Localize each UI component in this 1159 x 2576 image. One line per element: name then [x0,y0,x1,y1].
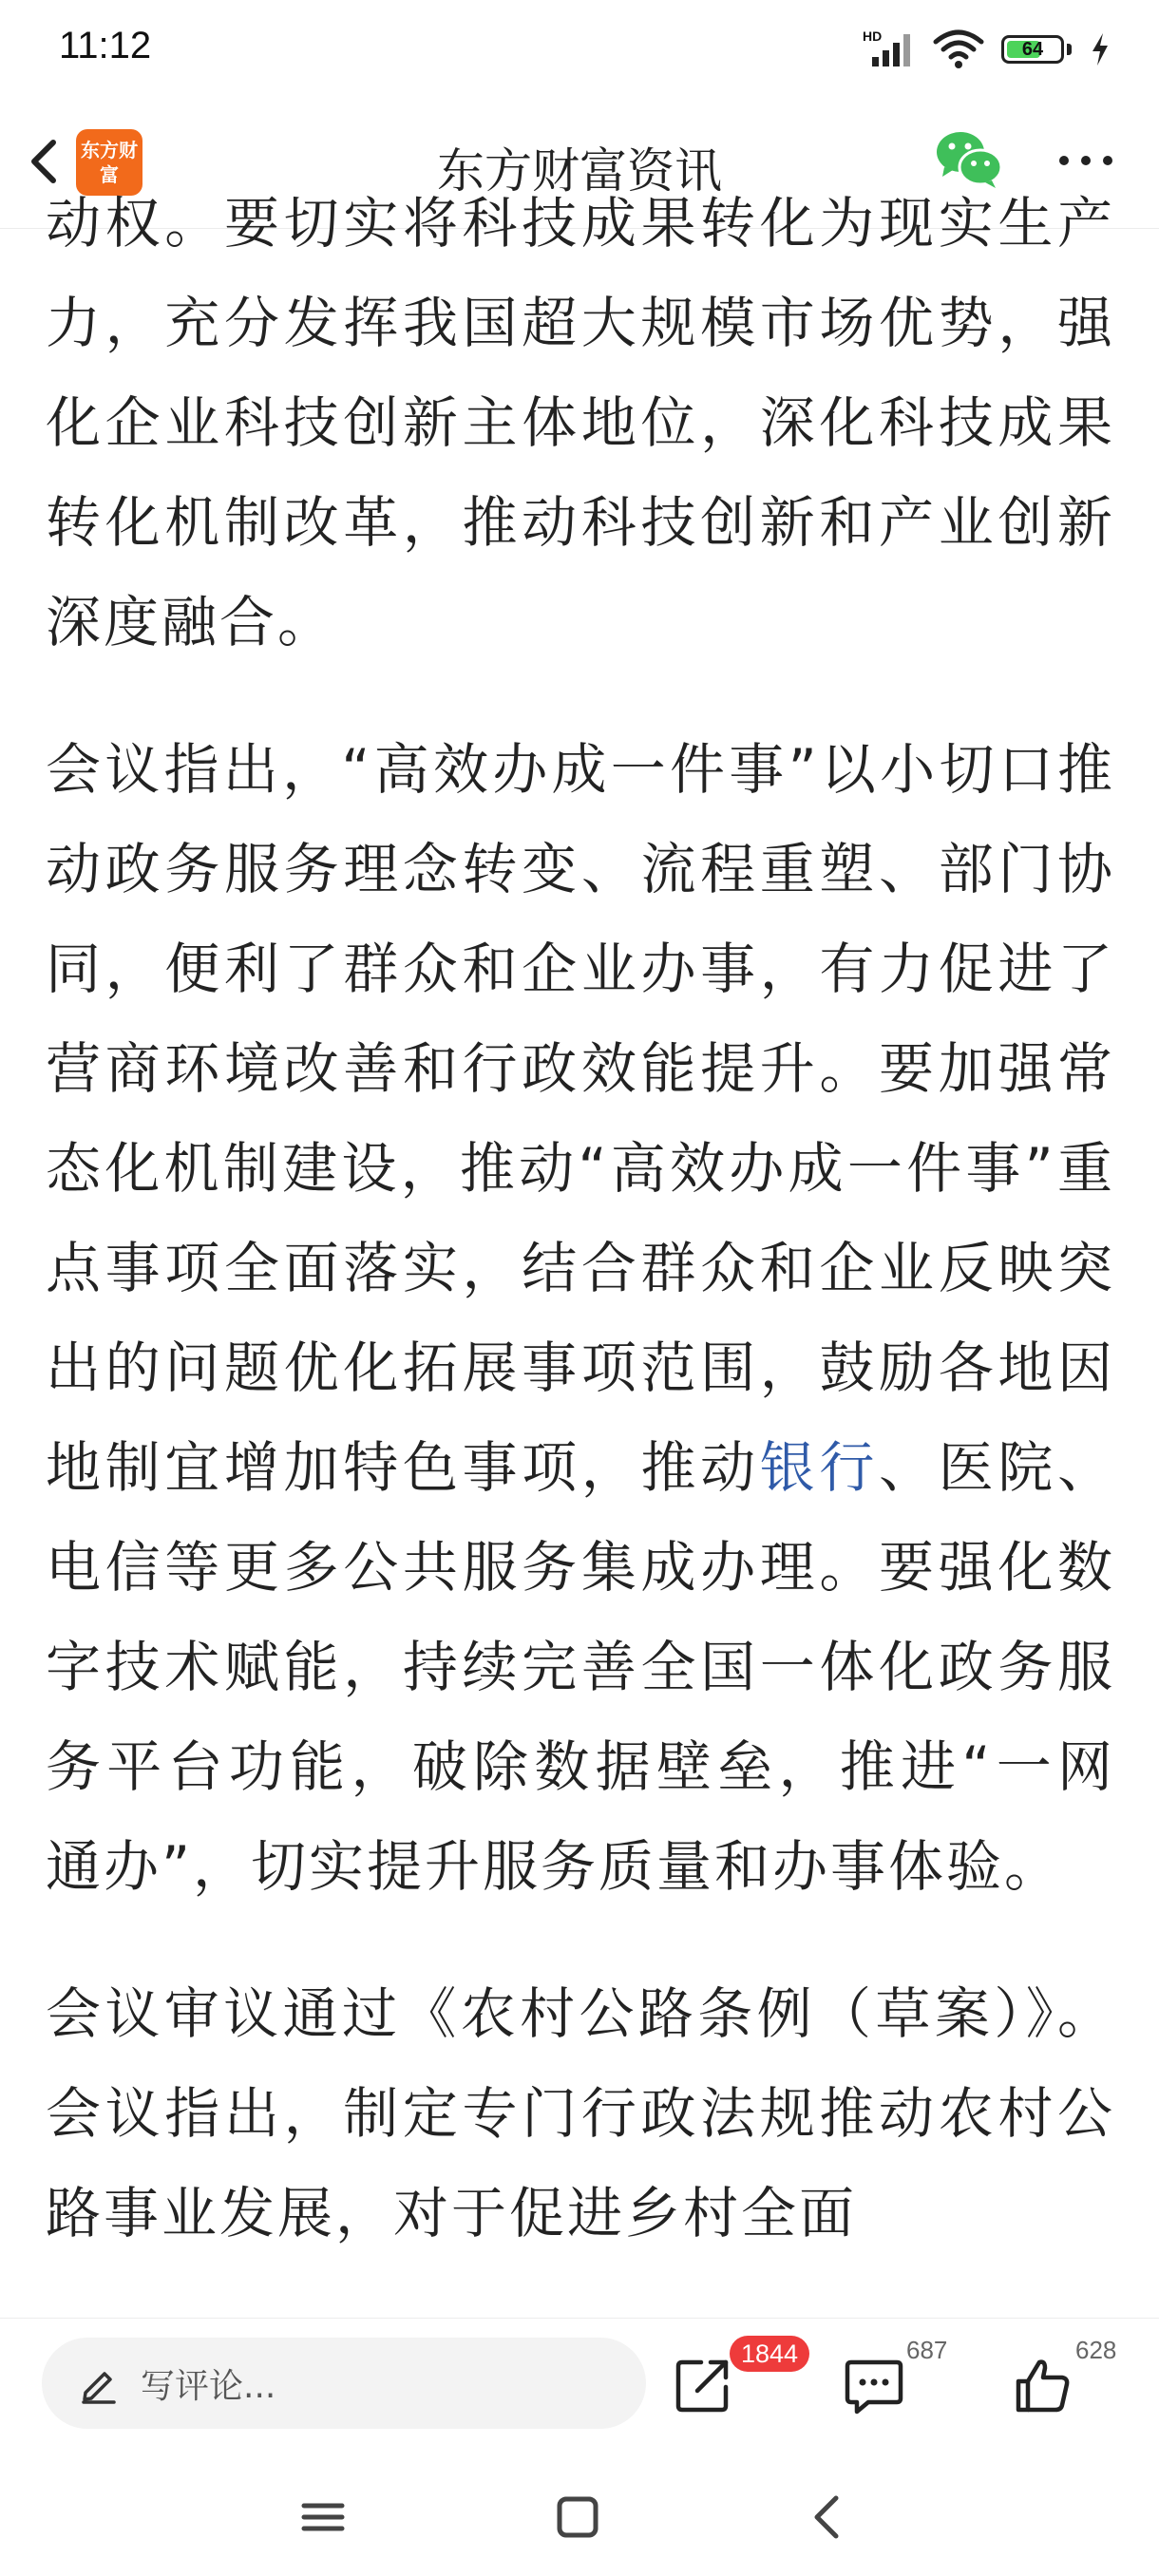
network-label: HD [863,28,883,44]
comment-bubble-icon [844,2355,904,2415]
article-body[interactable] [0,191,1159,2318]
status-icons [863,28,1110,70]
comment-count: 687 [906,2336,948,2364]
nav-recents-button[interactable] [285,2479,361,2555]
battery-tip [1067,44,1072,55]
share-icon [673,2355,733,2415]
back-icon [790,2479,866,2555]
status-time: 11:12 [59,25,152,66]
comment-input[interactable] [42,2338,646,2429]
pen-icon [78,2362,120,2404]
nav-back-button[interactable] [790,2479,866,2555]
share-button[interactable] [665,2339,799,2427]
charging-icon [1091,32,1110,66]
like-count: 628 [1075,2336,1117,2364]
system-nav-bar [0,2451,1159,2576]
page-title: 东方财富资讯 [437,143,722,199]
app-logo: 东方财富 [76,129,142,196]
article-paragraph [46,720,1115,1917]
thumbs-up-icon [1013,2355,1074,2415]
wifi-icon [933,28,984,70]
comments-button[interactable] [836,2336,948,2427]
bottom-action-bar [0,2318,1159,2452]
share-count-badge: 1844 [730,2336,809,2372]
status-bar [0,0,1159,95]
like-button[interactable] [1005,2336,1117,2427]
paragraph-text: 、医院、电信等更多公共服务集成办理。要强化数字技术赋能，持续完善全国一体化政务服务平台功能，破除数据壁垒，推进“一网通办”，切实提升服务质量和办事体验。 [46,1435,1115,1899]
paragraph-text: 会议指出，“高效办成一件事”以小切口推动政务服务理念转变、流程重塑、部门协同，便利了群众和企业办事，有力促进了营商环境改善和行政效能提升。要加强常态化机制建设，推动“高效办成一件事”重点事项全面落实，结合群众和企业反映突出的问题优化拓展事项范围，鼓励各地因地制宜增加特色事项，推动 [46,737,1115,1500]
home-icon [540,2479,616,2555]
menu-icon [285,2479,361,2555]
article-paragraph: 动权。要切实将科技成果转化为现实生产力，充分发挥我国超大规模市场优势，强化企业科技创新主体地位，深化科技成果转化机制改革，推动科技创新和产业创新深度融合。 [46,191,1115,654]
nav-home-button[interactable] [540,2479,616,2555]
stock-link-bank[interactable]: 银行 [759,1435,880,1500]
battery-level: 64 [1021,39,1044,60]
battery-icon [1001,33,1074,66]
comment-placeholder: 写评论... [141,2366,276,2406]
article-paragraph: 会议审议通过《农村公路条例（草案）》。会议指出，制定专门行政法规推动农村公路事业发展，对于促进乡村全面 [46,1981,1115,2245]
signal-icon [863,28,916,70]
